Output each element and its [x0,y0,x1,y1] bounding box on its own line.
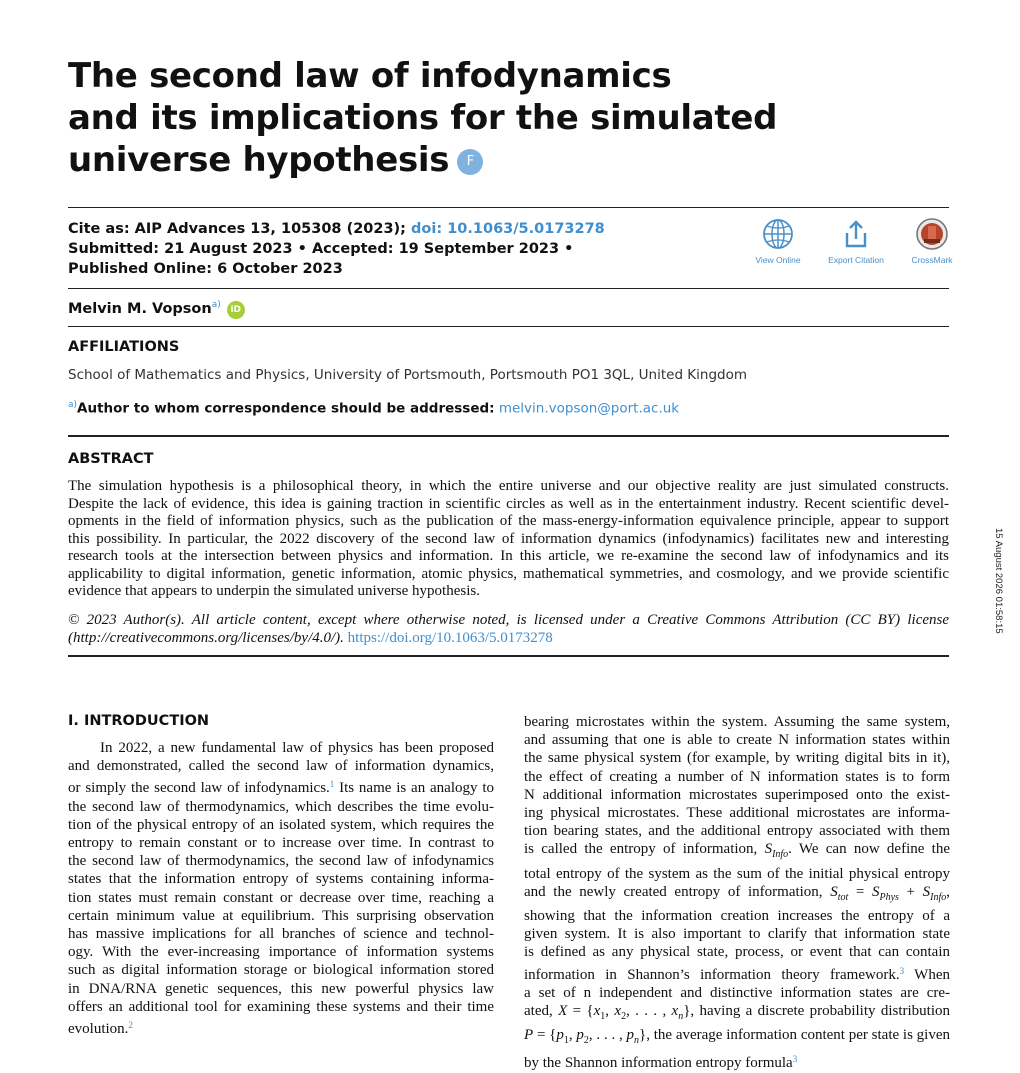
author-footnote-marker[interactable]: a) [211,300,221,310]
corr-footnote-marker: a) [68,400,78,410]
body-line [524,962,950,984]
title-line-1: The second law of infodynamics [68,56,672,96]
abstract-heading: ABSTRACT [68,451,154,467]
body-line: is defined as any physical state, process, or event that can contain [524,944,950,961]
abstract-line: opments in the field of information physics, such as the publication of the mass-energy-information equivalence principle, appear to support [68,513,949,529]
body-line: such as digital information storage or biological information stored [68,962,494,979]
body-line [524,1050,950,1072]
abstract-line: research tools at the intersection between physics and information. In this article, we re-examine the second law of infodynamics and its [68,548,949,564]
abstract-line: The simulation hypothesis is a philosophical theory, in which the entire universe and our objective reality are just simulated constructs. [68,478,949,494]
crossmark-label: CrossMark [911,255,953,265]
body-line: the second law of thermodynamics, which describes the time evolu- [68,798,494,815]
math-subscript: 1 [600,1011,606,1023]
math-symbol: p [626,1027,635,1044]
body-line: states that the information entropy of systems containing informa- [68,871,494,888]
math-symbol: p [576,1027,584,1044]
cite-label: Cite as: AIP Advances 13, 105308 (2023); [68,221,406,237]
author-line [68,300,245,319]
math-operator: = { [533,1027,557,1044]
article-title [68,55,828,181]
math-operator: , . . . , [626,1003,672,1020]
title-line-3-text: universe hypothesis [68,140,450,180]
view-online-label: View Online [755,255,801,265]
abstract-line: evidence that appears to underpin the simulated universe hypothesis. [68,583,480,599]
body-line: a set of n independent and distinctive information states are cre- [524,984,950,1001]
math-operator: , [605,1003,615,1020]
body-line-tail: , [946,883,950,900]
doi-link[interactable]: doi: 10.1063/5.0173278 [411,221,605,237]
crossmark-button[interactable] [900,217,964,265]
reference-link-1[interactable]: 1 [329,779,335,790]
math-symbol: x [671,1003,679,1020]
math-operator: , [568,1027,577,1044]
math-subscript: Info [930,891,947,903]
math-subscript: 2 [583,1035,589,1047]
math-symbol: S [830,883,838,900]
body-line: and demonstrated, called the second law of information dynamics, [68,758,494,775]
body-line-text: information in Shannon’s information theory framework. [524,966,900,983]
body-line: N additional information microstates superimposed onto the exist- [524,786,950,803]
math-operator: , . . . , [588,1027,627,1044]
math-subscript: 1 [563,1035,569,1047]
body-line [524,883,950,907]
body-line: bearing microstates within the system. Assuming the same system, [524,714,950,730]
cite-line [68,219,748,239]
math-operator: = [848,883,872,900]
published-line: Published Online: 6 October 2023 [68,261,343,277]
rule-author-bottom [68,326,949,327]
rule-cite-bottom [68,288,949,289]
introduction-heading: I. INTRODUCTION [68,713,210,729]
math-subscript: 2 [621,1011,627,1023]
math-subscript: Info [772,849,789,861]
body-line-text: evolution. [68,1021,129,1038]
math-subscript: n [634,1035,640,1047]
correspondence-line [68,400,679,417]
affiliations-heading: AFFILIATIONS [68,339,180,355]
view-online-button[interactable] [746,217,810,265]
body-line: entropy to remain constant or to increase over time. In contrast to [68,835,494,852]
body-line: has massive implications for all branches of science and technol- [68,926,494,943]
body-line: tion of the physical entropy of an isolated system, which requires the [68,816,494,833]
abstract-line: Despite the lack of evidence, this idea is gaining traction in scientific circles as well as in the entertainment industry. Recent scientific devel- [68,495,949,512]
body-line [524,840,950,864]
abstract-text [68,478,949,601]
body-line: ing physical microstates. These additional microstates are informa- [524,805,950,822]
title-line-2: and its implications for the simulated [68,98,778,138]
globe-icon [761,217,795,251]
body-line-tail: When [904,966,950,983]
math-symbol: S [871,883,880,900]
math-symbol: S [764,841,773,858]
license-line-2 [68,630,949,648]
rule-top [68,207,949,208]
title-line-3 [68,139,828,181]
body-line: tion states must remain constant or decrease over time, reaching a [68,889,494,906]
body-line: in DNA/RNA genetic sequences, this new powerful physics law [68,980,494,997]
citation-block [68,219,748,279]
body-line-text: or simply the second law of infodynamics. [68,780,330,797]
body-line-tail: . We can now define the [788,841,950,858]
body-line-tail: Its name is an analogy to [334,780,494,797]
body-line: the same physical system (for example, by writing digital bits in it), [524,750,950,767]
body-line [524,1026,950,1050]
body-line: ogy. With the ever-increasing importance of information systems [68,944,494,961]
download-timestamp: 15 August 2026 01:58:15 [993,528,1004,634]
abstract-line: applicability to digital information, genetic information, atomic physics, mathematical symmetries, and cosmology, and we provide scientific [68,565,949,582]
math-symbol: x [593,1003,601,1020]
math-operator: = { [567,1003,594,1020]
body-line: offers an additional tool for examining these systems and their time [68,998,494,1015]
reference-link-3b[interactable]: 3 [792,1054,798,1065]
license-doi-link[interactable]: https://doi.org/10.1063/5.0173278 [347,629,553,646]
affiliation-text: School of Mathematics and Physics, University of Portsmouth, Portsmouth PO1 3QL, United Kingdom [68,367,748,383]
body-line: total entropy of the system as the sum of the initial physical entropy [524,865,950,882]
featured-badge-icon[interactable]: F [457,149,483,175]
abstract-line: this possibility. In particular, the 2022 discovery of the second law of information dynamics (infodynamics) facilitates new and interesting [68,530,949,547]
corr-label: Author to whom correspondence should be addressed: [77,400,495,417]
export-citation-label: Export Citation [828,255,884,265]
body-line: and assuming that one is able to create N information states within [524,732,950,749]
license-url: (http://creativecommons.org/licenses/by/4.0/). [68,629,344,646]
crossmark-icon [915,217,949,251]
math-symbol: x [614,1003,622,1020]
body-line-tail: }, having a discrete probability distribution [683,1003,950,1020]
body-line [68,775,494,797]
reference-link-3[interactable]: 3 [899,965,905,976]
body-line: tion bearing states, and the additional entropy associated with them [524,823,950,840]
body-line: In 2022, a new fundamental law of physics has been proposed [100,740,494,756]
body-line-tail: }, the average information content per state is given [639,1027,950,1044]
dates-line: Submitted: 21 August 2023 • Accepted: 19 September 2023 • [68,241,574,257]
export-icon [839,217,873,251]
license-line-1 [68,612,949,630]
body-line [68,1016,494,1038]
orcid-icon[interactable]: iD [227,301,245,319]
math-symbol: P [524,1027,534,1044]
body-line: certain minimum value at equilibrium. This surprising observation [68,907,494,924]
math-subscript: n [678,1011,684,1023]
body-line: the second law of thermodynamics, the second law of infodynamics [68,853,494,870]
body-line: given system. It is also important to clarify that information state [524,926,950,943]
rule-affil-bottom [68,435,949,437]
math-symbol: X [558,1003,568,1020]
reference-link-2[interactable]: 2 [128,1020,133,1031]
export-citation-button[interactable] [824,217,888,265]
license-line-1-text: © 2023 Author(s). All article content, except where otherwise noted, is licensed under a Creative Commons Attribution (CC BY) license [68,612,949,628]
author-name[interactable]: Melvin M. Vopson [68,300,212,317]
body-line-text: and the newly created entropy of information, [524,883,831,900]
corr-email-link[interactable]: melvin.vopson@port.ac.uk [498,400,680,417]
body-line-text: is called the entropy of information, [524,841,765,858]
math-symbol: S [922,883,931,900]
rule-abstract-bottom [68,655,949,657]
license-text [68,612,949,647]
body-line: the effect of creating a number of N information states is to form [524,768,950,785]
intro-right-column [524,713,950,1073]
body-line-text: ated, [524,1003,559,1020]
math-subscript: Phys [879,891,899,903]
body-line-text: by the Shannon information entropy formula [524,1055,793,1072]
math-subscript: tot [837,891,849,903]
body-line: showing that the information creation increases the entropy of a [524,908,950,925]
intro-left-column [68,739,494,1038]
math-symbol: p [556,1027,564,1044]
body-line [524,1002,950,1026]
article-tools [752,217,952,267]
math-operator: + [898,883,923,900]
